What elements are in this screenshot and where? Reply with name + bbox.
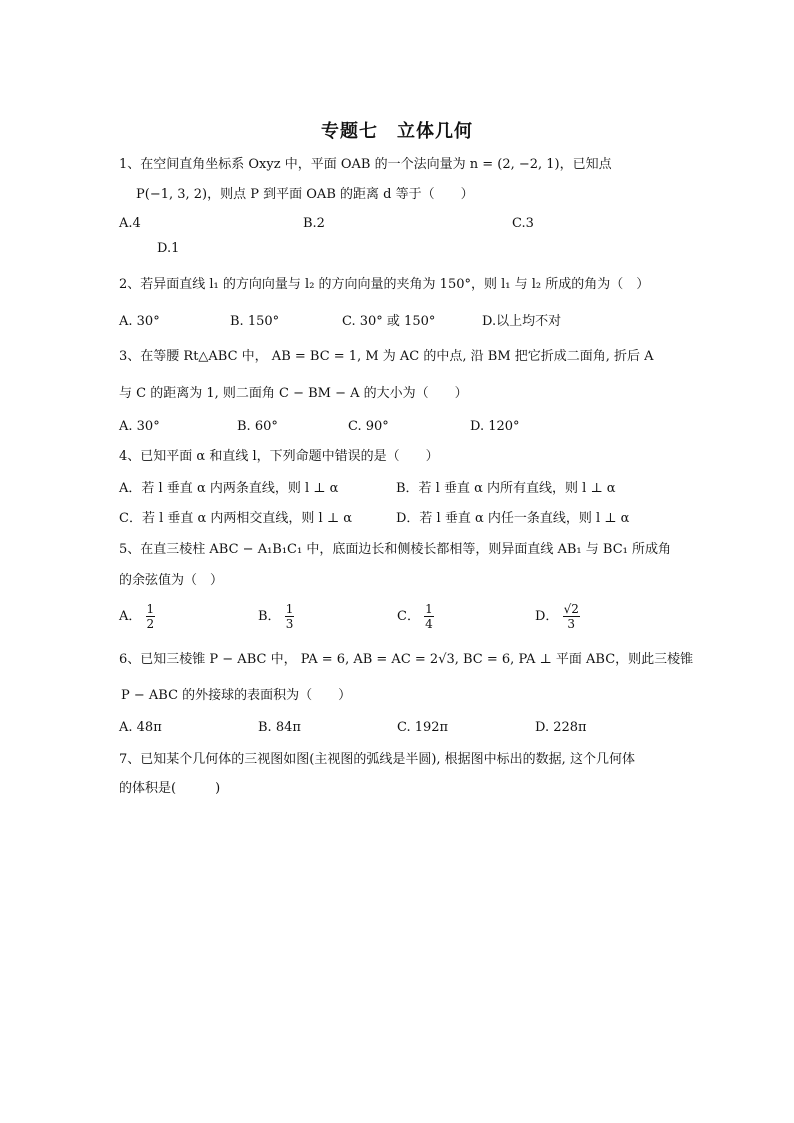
- q5-stem-line1: 5、在直三棱柱 ABC − A₁B₁C₁ 中，底面边长和侧棱长都相等，则异面直线 AB₁ 与 BC₁ 所成角: [119, 542, 671, 557]
- q5-option-c-fraction: [424, 602, 434, 631]
- q1-option-d: D.1: [157, 241, 180, 256]
- q4-option-d: D．若 l 垂直 α 内任一条直线，则 l ⊥ α: [396, 511, 630, 526]
- q6-option-c: C. 192π: [397, 720, 449, 735]
- q5-option-c-denominator: 4: [425, 617, 433, 631]
- q3-option-d: D. 120°: [470, 419, 520, 434]
- q5-option-a-denominator: 2: [146, 617, 155, 631]
- q5-option-d-denominator: 3: [567, 617, 576, 631]
- q4-option-a: A．若 l 垂直 α 内两条直线，则 l ⊥ α: [119, 481, 339, 496]
- q7-stem-line1: 7、已知某个几何体的三视图如图(主视图的弧线是半圆), 根据图中标出的数据, 这个几何体: [119, 752, 635, 767]
- page-title: 专题七 立体几何: [321, 121, 473, 142]
- q2-option-c: C. 30° 或 150°: [342, 314, 436, 329]
- q1-option-b: B.2: [303, 216, 325, 231]
- q3-option-c: C. 90°: [348, 419, 389, 434]
- q1-option-a: A.4: [119, 216, 141, 231]
- q5-option-c: [397, 602, 434, 631]
- q5-option-b: [258, 602, 294, 631]
- q7-stem-line2: 的体积是( ): [119, 781, 221, 796]
- q4-option-c: C．若 l 垂直 α 内两相交直线，则 l ⊥ α: [119, 511, 352, 526]
- q1-option-c: C.3: [512, 216, 534, 231]
- q2-option-b: B. 150°: [230, 314, 280, 329]
- q3-option-b: B. 60°: [237, 419, 278, 434]
- q5-option-a-fraction: [146, 602, 156, 631]
- q2-option-a: A. 30°: [119, 314, 160, 329]
- q2-stem-line1: 2、若异面直线 l₁ 的方向向量与 l₂ 的方向向量的夹角为 150°，则 l₁ 与 l₂ 所成的角为（ ）: [119, 277, 650, 292]
- q5-option-a-numerator: 1: [146, 602, 155, 616]
- q5-option-b-fraction: [285, 602, 295, 631]
- q5-option-d-numerator: √2: [563, 602, 579, 616]
- q4-option-b: B．若 l 垂直 α 内所有直线，则 l ⊥ α: [396, 481, 616, 496]
- q6-option-d: D. 228π: [535, 720, 587, 735]
- q5-option-a: [119, 602, 155, 631]
- q5-option-c-numerator: 1: [425, 602, 433, 616]
- q6-stem-line2: P − ABC 的外接球的表面积为（ ）: [121, 688, 352, 703]
- q6-option-a: A. 48π: [119, 720, 162, 735]
- q5-stem-line2: 的余弦值为（ ）: [119, 573, 224, 588]
- q5-option-d: [535, 602, 580, 631]
- q5-option-b-denominator: 3: [285, 617, 294, 631]
- q3-stem-line1: 3、在等腰 Rt△ABC 中， AB = BC = 1, M 为 AC 的中点, 沿 BM 把它折成二面角, 折后 A: [119, 349, 654, 364]
- q4-stem-line1: 4、已知平面 α 和直线 l，下列命题中错误的是（ ）: [119, 449, 439, 464]
- q1-stem-line1: 1、在空间直角坐标系 Oxyz 中，平面 OAB 的一个法向量为 n = (2, −2, 1)，已知点: [119, 157, 612, 172]
- q5-option-b-label: B．: [258, 609, 281, 624]
- q2-option-d: D.以上均不对: [482, 314, 562, 329]
- q5-option-a-label: A．: [119, 609, 142, 624]
- q6-option-b: B. 84π: [258, 720, 301, 735]
- q3-stem-line2: 与 C 的距离为 1, 则二面角 C − BM − A 的大小为（ ）: [119, 386, 468, 401]
- q5-option-d-label: D．: [535, 609, 559, 624]
- q5-option-b-numerator: 1: [285, 602, 294, 616]
- q1-stem-line2: P(−1, 3, 2)，则点 P 到平面 OAB 的距离 d 等于（ ）: [136, 187, 474, 202]
- q6-stem-line1: 6、已知三棱锥 P − ABC 中， PA = 6, AB = AC = 2√3, BC = 6, PA ⊥ 平面 ABC，则此三棱锥: [119, 652, 694, 667]
- q3-option-a: A. 30°: [119, 419, 160, 434]
- q5-option-c-label: C．: [397, 609, 420, 624]
- q5-option-d-fraction: [563, 602, 580, 631]
